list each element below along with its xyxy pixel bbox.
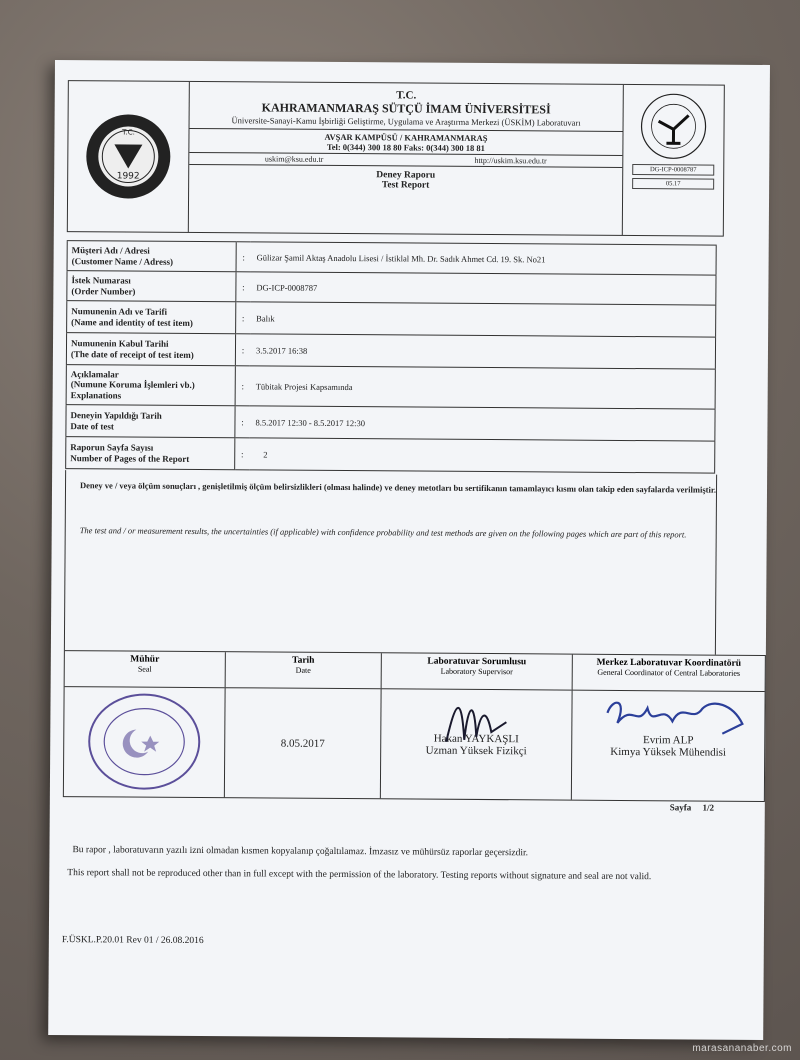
site-watermark: marasananaber.com [692,1043,792,1054]
date-column [225,652,382,798]
note-en: The test and / or measurement results, the uncertainties (if applicable) with confidence probability and test methods are given on the following pages which are part of this report. [79,525,687,540]
seal-column [64,651,226,797]
label-tr: Raporun Sayfa Sayısı [70,442,154,453]
form-code: F.ÜSKL.P.20.01 Rev 01 / 26.08.2016 [61,935,204,947]
info-row-customer: Müşteri Adı / Adresi (Customer Name / Adress) : Gülizar Şamil Aktaş Anadolu Lisesi / İstiklal Mh. Dr. Sadık Ahmet Cd. 19. Sk. No21 [67,241,716,276]
info-row-order: İstek Numarası (Order Number) : DG-ICP-0008787 [67,271,716,306]
supervisor-title: Uzman Yüksek Fizikçi [425,744,527,757]
label-tr: Deneyin Yapıldığı Tarih [70,410,162,421]
info-row-test-date: Deneyin Yapıldığı Tarih Date of test : 8.5.2017 12:30 - 8.5.2017 12:30 [66,405,715,442]
supervisor-label-en: Laboratory Supervisor [440,666,513,677]
label-en: Number of Pages of the Report [70,452,190,464]
ref-number: DG-ICP-0008787 [632,164,714,176]
label-tr: Numunenin Adı ve Tarifi [71,306,168,317]
notes-box [64,470,717,655]
label-tr: Numunenin Kabul Tarihi [70,338,169,349]
label-en: Date of test [70,420,114,431]
date-label-tr: Tarih [292,655,315,666]
report-info-table [65,240,717,474]
supervisor-name: Hakan YAYKAŞLI [433,732,519,745]
footer-note-tr: Bu rapor , laboratuvarın yazılı izni olmadan kısmen kopyalanıp çoğaltılamaz. İmzasız ve mühürsüz raporlar geçersizdir. [72,845,529,859]
supervisor-label-tr: Laboratuvar Sorumlusu [427,656,527,668]
value-receipt: 3.5.2017 16:38 [250,334,716,369]
ref-date: 05.17 [632,178,714,190]
date-value: 8.05.2017 [280,737,325,750]
seal-label-en: Seal [137,664,152,674]
supervisor-column [381,653,573,799]
label-en: (The date of receipt of test item) [70,348,194,360]
header-email: uskim@ksu.edu.tr [264,154,324,164]
value-item: Balık [250,302,716,337]
logo-tc-text: T.C. [122,128,135,137]
report-title-en: Test Report [381,180,430,191]
value-explanations: Tübitak Projesi Kapsamında [250,366,716,409]
official-seal [64,687,225,797]
coordinator-title: Kimya Yüksek Mühendisi [610,745,727,759]
coordinator-signature [602,693,752,744]
label-en: (Name and identity of test item) [71,316,193,328]
value-customer: Gülizar Şamil Aktaş Anadolu Lisesi / İstiklal Mh. Dr. Sadık Ahmet Cd. 19. Sk. No21 [251,242,717,275]
value-test-date: 8.5.2017 12:30 - 8.5.2017 12:30 [249,406,715,441]
date-label-en: Date [295,665,311,675]
coordinator-label-tr: Merkez Laboratuvar Koordinatörü [596,657,742,669]
header-center-name: Üniversite-Sanayi-Kamu İşbirliği Geliştirme, Uygulama ve Araştırma Merkezi (ÜSKİM) Laboratuvarı [231,115,581,128]
header-web: http://uskim.ksu.edu.tr [474,155,547,166]
header-campus: AVŞAR KAMPÜSÜ / KAHRAMANMARAŞ [189,128,622,144]
note-tr: Deney ve / veya ölçüm sonuçları , genişletilmiş ölçüm belirsizlikleri (olması halinde) ve deney metotları bu sertifikanın tamamlayıcı kısmı olan takip eden sayfalarda verilmiştir. [79,480,717,495]
coordinator-name: Evrim ALP [643,733,694,746]
value-pages: 2 [249,438,715,473]
signature-table [63,650,766,802]
label-en: (Numune Koruma İşlemleri vb.) Explanations [70,379,195,401]
footer-note-en: This report shall not be reproduced other than in full except with the permission of the laboratory. Testing reports without signature and seal are not valid. [67,868,652,883]
coordinator-label-en: General Coordinator of Central Laboratories [597,667,741,678]
info-row-item: Numunenin Adı ve Tarifi (Name and identity of test item) : Balık [67,301,716,338]
logo-year-text: 1992 [116,171,140,182]
report-title-tr: Deney Raporu [376,170,436,181]
page-label: Sayfa [669,802,692,813]
coordinator-column [572,655,765,801]
header-phone: Tel: 0(344) 300 18 80 Faks: 0(344) 300 18 81 [189,141,622,156]
report-header [67,80,725,237]
university-logo [68,81,190,232]
page-indicator [670,802,714,812]
value-order: DG-ICP-0008787 [250,272,716,305]
info-row-pages: Raporun Sayfa Sayısı Number of Pages of the Report : 2 [66,437,715,474]
info-row-receipt: Numunenin Kabul Tarihi (The date of receipt of test item) : 3.5.2017 16:38 [66,333,715,370]
label-en: (Customer Name / Adress) [71,255,174,267]
seal-label-tr: Mühür [130,654,160,665]
info-row-explanations: Açıklamalar (Numune Koruma İşlemleri vb.) Explanations : Tübitak Projesi Kapsamında [66,365,715,410]
label-tr: Açıklamalar [70,369,119,380]
header-line1: T.C. [396,89,417,102]
label-en: (Order Number) [71,285,136,297]
supervisor-signature [436,692,516,753]
header-university: KAHRAMANMARAŞ SÜTÇÜ İMAM ÜNİVERSİTESİ [261,100,551,117]
label-tr: Müşteri Adı / Adresi [71,245,150,256]
page-value: 1/2 [702,802,715,813]
report-paper [48,60,770,1040]
label-tr: İstek Numarası [71,275,131,286]
uskim-logo [622,85,724,236]
